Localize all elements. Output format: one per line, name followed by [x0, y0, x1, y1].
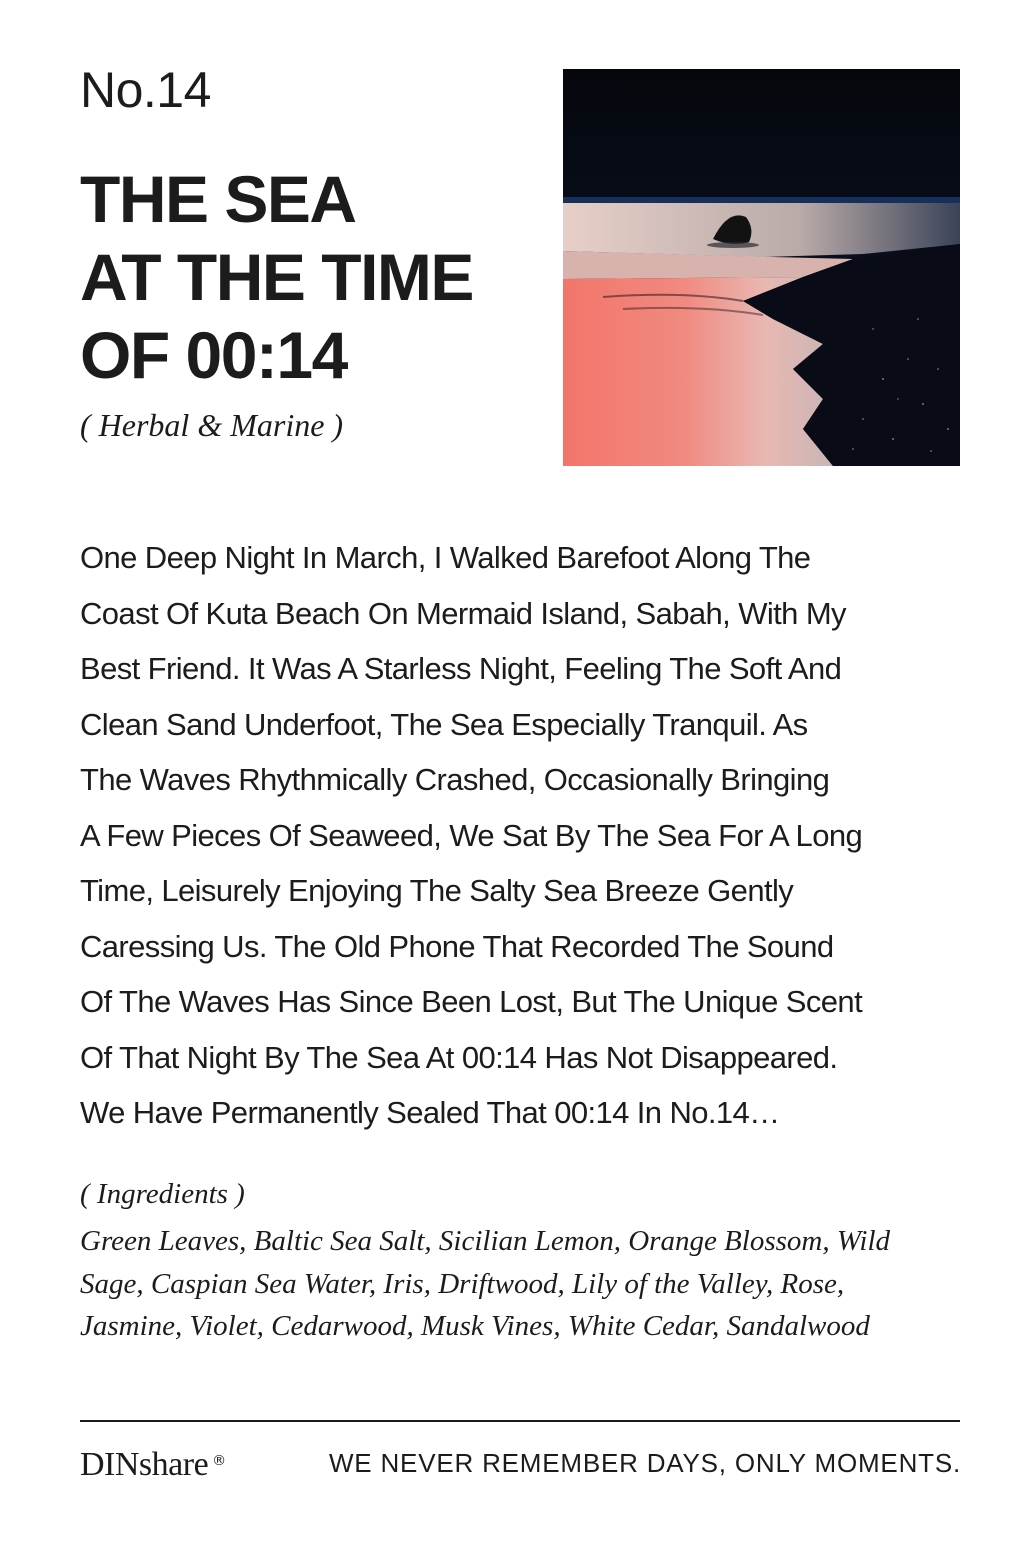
brand-tagline: WE NEVER REMEMBER DAYS, ONLY MOMENTS. — [328, 1448, 961, 1478]
story-line: Coast Of Kuta Beach On Mermaid Island, Sabah, With My — [80, 595, 846, 631]
story-line: Best Friend. It Was A Starless Night, Feeling The Soft And — [80, 651, 842, 686]
registered-mark: ® — [212, 1453, 226, 1469]
brand-logo — [80, 1440, 226, 1486]
story-paragraph — [80, 530, 970, 1141]
footer-divider — [80, 1420, 960, 1422]
brand-name: DINshare — [80, 1446, 209, 1483]
story-line: We Have Permanently Sealed That 00:14 In No.14… — [80, 1095, 780, 1130]
ingredients-line: Green Leaves, Baltic Sea Salt, Sicilian Lemon, Orange Blossom, Wild — [80, 1225, 891, 1257]
story-line: One Deep Night In March, I Walked Barefoot Along The — [80, 540, 811, 575]
story-line: Caressing Us. The Old Phone That Recorded The Sound — [80, 928, 834, 964]
rock-shadow — [707, 242, 759, 248]
ingredients-list — [80, 1220, 970, 1348]
story-line: Of That Night By The Sea At 00:14 Has Not Disappeared. — [80, 1039, 838, 1075]
ingredients-label: ( Ingredients ) — [80, 1178, 245, 1210]
moonlit-sea — [563, 203, 960, 257]
product-title — [80, 160, 520, 394]
title-line: AT THE TIME — [80, 240, 473, 314]
story-line: Of The Waves Has Since Been Lost, But The Unique Scent — [80, 984, 863, 1019]
title-line: THE SEA — [80, 162, 356, 236]
story-line: The Waves Rhythmically Crashed, Occasionally Bringing — [80, 762, 830, 797]
title-line: OF 00:14 — [80, 318, 347, 392]
product-number: No.14 — [80, 62, 211, 118]
seashore-illustration — [563, 69, 960, 466]
story-line: Clean Sand Underfoot, The Sea Especially Tranquil. As — [80, 706, 808, 742]
ingredients-line: Sage, Caspian Sea Water, Iris, Driftwood, Lily of the Valley, Rose, — [80, 1267, 845, 1300]
story-line: Time, Leisurely Enjoying The Salty Sea Breeze Gently — [80, 873, 794, 908]
night-seashore-photo — [563, 69, 960, 466]
horizon-line — [563, 197, 960, 203]
ingredients-line: Jasmine, Violet, Cedarwood, Musk Vines, White Cedar, Sandalwood — [80, 1310, 870, 1342]
story-line: A Few Pieces Of Seaweed, We Sat By The Sea For A Long — [80, 817, 863, 853]
scent-category: ( Herbal & Marine ) — [80, 407, 344, 443]
